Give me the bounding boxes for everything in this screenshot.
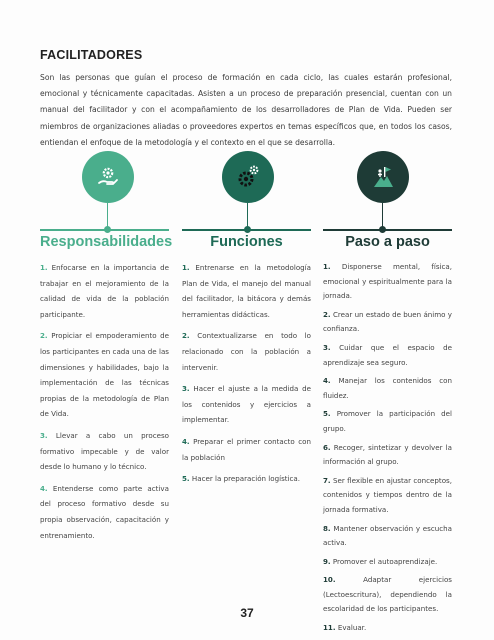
item-text: Preparar el primer contacto con la población [182,436,311,462]
item-number: 7. [323,475,331,485]
column-heading-responsabilidades: Responsabilidades [40,234,173,250]
item-text: Mantener observación y escucha activa. [323,523,452,548]
list-item [182,471,311,487]
column-divider [323,229,452,231]
list-item [323,441,452,470]
list-item [323,308,452,337]
column-divider [182,229,311,231]
column-heading-funciones: Funciones [210,234,283,250]
list-item [323,407,452,436]
item-text: Llevar a cabo un proceso formativo impecable y de valor desde lo humano y lo técnico. [40,430,169,472]
item-text: Contextualizarse en todo lo relacionado con la población a intervenir. [182,331,311,372]
item-number: 5. [182,474,190,484]
item-text: Disponerse mental, física, emocional y espiritualmente para la jornada. [323,262,452,301]
item-text: Crear un estado de buen ánimo y confianza. [323,309,452,334]
item-text: Adaptar ejercicios (Lectoescritura), dependiendo la escolaridad de los participantes. [323,575,452,614]
item-text: Promover el autoaprendizaje. [332,556,438,566]
item-number: 10. [323,575,336,585]
list-item [182,434,311,465]
gears-icon [222,151,274,203]
column-heading-paso-a-paso: Paso a paso [345,234,430,250]
list-item [323,374,452,403]
item-number: 3. [40,430,48,440]
item-number: 1. [40,263,48,272]
item-number: 4. [323,376,331,386]
list-item [323,522,452,551]
item-text: Promover la participación del grupo. [323,409,452,433]
item-text: Entenderse como parte activa del proceso formativo desde su propia observación, capacitación y entrenamiento. [40,483,169,540]
connector-line [247,203,248,227]
list-item [182,328,311,375]
list-item [323,555,452,570]
item-number: 3. [182,384,190,394]
connector-line [107,203,108,227]
list-item [182,260,311,322]
column-funciones [182,260,311,493]
list-item [40,481,169,543]
item-text: Manejar los contenidos con fluidez. [323,376,452,400]
column-responsabilidades [40,260,169,549]
item-text: Evaluar. [337,623,367,633]
item-text: Ser flexible en ajustar conceptos, contenidos y tiempos dentro de la jornada formativa. [323,475,452,514]
connector-line [382,203,383,227]
item-number: 11. [323,623,336,633]
item-number: 5. [323,409,331,419]
item-text: Hacer el ajuste a la medida de los contenidos y ejercicios a implementar. [182,384,312,425]
section-title: FACILITADORES [40,48,143,62]
item-number: 6. [323,442,331,452]
item-number: 9. [323,556,331,566]
item-number: 1. [323,262,331,271]
list-item [323,621,452,636]
item-text: Enfocarse en la importancia de trabajar en el mejoramiento de la calidad de vida de la población participante. [40,263,169,319]
item-number: 8. [323,523,331,533]
item-text: Recoger, sintetizar y devolver la información al grupo. [323,442,452,467]
item-text: Hacer la preparación logística. [191,474,301,484]
item-number: 1. [182,263,190,272]
list-item [182,381,311,428]
list-item [323,474,452,518]
list-item [323,260,452,304]
hand-gear-icon [82,151,134,203]
list-item [40,428,169,475]
intro-paragraph: Son las personas que guían el proceso de formación en cada ciclo, las cuales estarán profesional, emocional y técnicamente capacitadas. Asisten a un proceso de preparación presencial, cuentan con un manual del facilitador y con el acompañamiento de los desarrolladores de Plan de Vida. Pueden ser miembros de organizaciones aliadas o proveedores expertos en temas específicos que, en todos los casos, entiendan el enfoque de la metodología y el contexto en el que se desarrolla. [40,73,452,147]
item-text: Entrenarse en la metodología Plan de Vida, el manejo del manual del facilitador, la bitácora y demás herramientas didácticas. [182,263,311,319]
list-item [40,328,169,422]
page-number: 37 [240,606,254,620]
item-number: 3. [323,342,331,352]
column-paso-a-paso [323,260,452,636]
item-number: 4. [182,436,190,446]
item-text: Propiciar el empoderamiento de los participantes en cada una de las dimensiones y habilidades, bajo la implementación de las técnicas propias de la metodología de Plan de Vida. [40,331,169,419]
item-text: Cuidar que el espacio de aprendizaje sea seguro. [323,342,452,367]
summit-flag-icon [357,151,409,203]
item-number: 2. [40,331,48,341]
list-item [40,260,169,322]
item-number: 4. [40,483,48,493]
column-divider [40,229,169,231]
item-number: 2. [182,331,190,341]
list-item [323,341,452,370]
item-number: 2. [323,309,331,319]
